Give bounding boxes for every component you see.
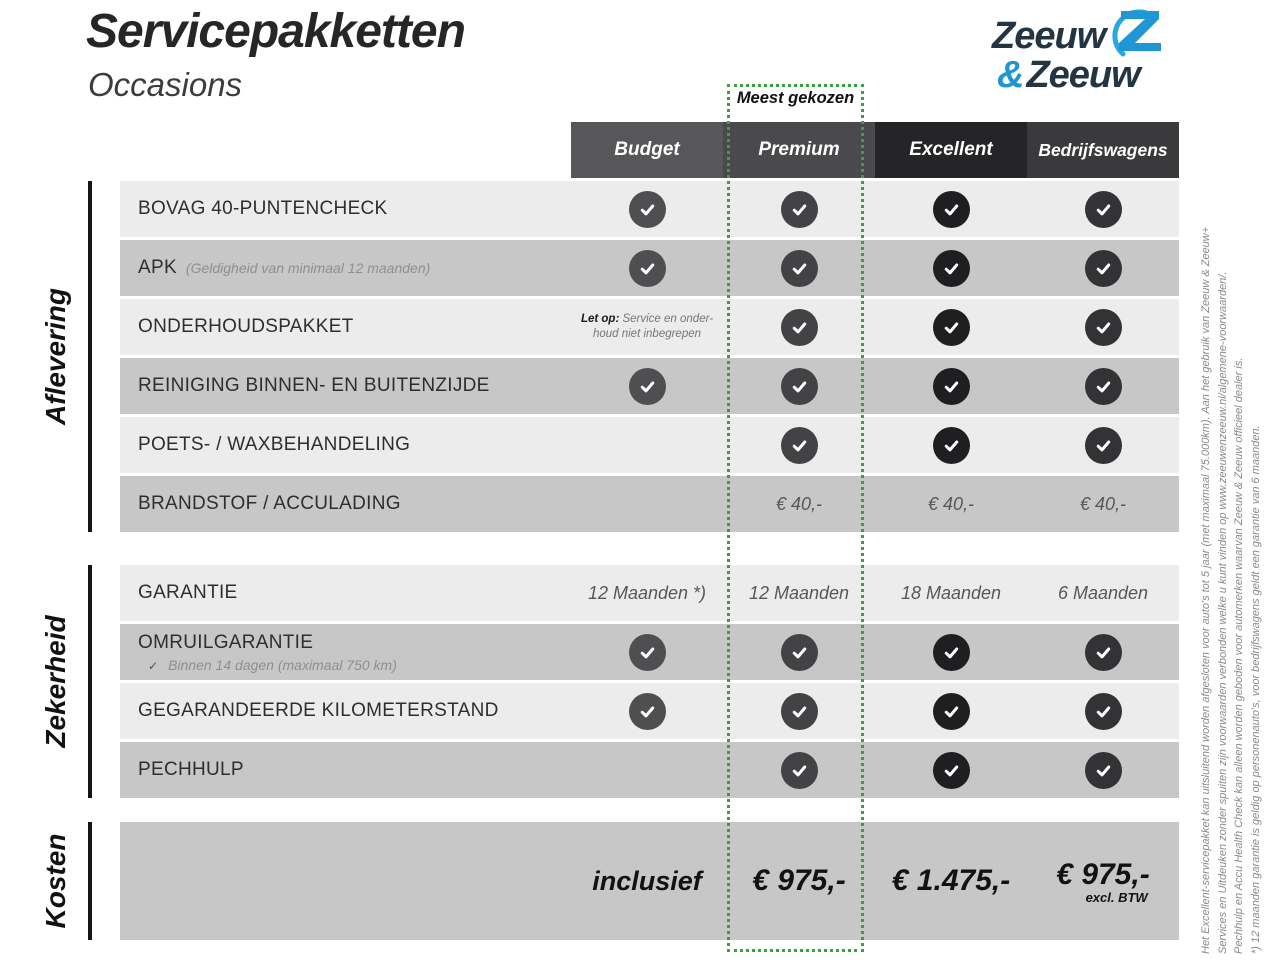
legal-disclaimer-text xyxy=(1198,86,1264,954)
cell-bedrijfswagens xyxy=(1027,368,1179,405)
row-label-area xyxy=(120,257,571,279)
cell-bedrijfswagens xyxy=(1027,693,1179,730)
cell-excellent xyxy=(875,427,1027,464)
zeeuw-logo-line2 xyxy=(997,54,1140,97)
cell-premium xyxy=(723,494,875,515)
check-icon xyxy=(781,693,818,730)
check-icon xyxy=(1085,368,1122,405)
cell-budget xyxy=(571,250,723,287)
row-label: GEGARANDEERDE KILOMETERSTAND xyxy=(138,700,499,721)
costs-row xyxy=(120,822,1179,940)
note-bold: Let op: xyxy=(580,312,620,325)
most-chosen-badge: Meest gekozen xyxy=(736,89,855,107)
row-label: APK xyxy=(138,257,177,278)
warranty-value: 12 Maanden *) xyxy=(587,582,707,603)
cell-excellent xyxy=(875,864,1027,898)
row-label: POETS- / WAXBEHANDELING xyxy=(138,434,411,455)
row-label: BRANDSTOF / ACCULADING xyxy=(138,493,401,514)
price-value: € 40,- xyxy=(1079,493,1127,514)
table-row xyxy=(120,683,1179,739)
column-header-bedrijfswagens: Bedrijfswagens xyxy=(1027,122,1179,178)
row-label-area xyxy=(120,198,571,220)
note-line2: houd niet inbegrepen xyxy=(592,328,702,340)
section-label-zekerheid xyxy=(26,565,86,798)
check-icon xyxy=(781,427,818,464)
row-sublabel: (Geldigheid van minimaal 12 maanden) xyxy=(185,260,431,276)
section-label-aflevering xyxy=(26,181,86,532)
check-icon xyxy=(933,634,970,671)
check-icon xyxy=(781,634,818,671)
check-icon xyxy=(629,634,666,671)
cell-excellent xyxy=(875,191,1027,228)
table-row xyxy=(120,240,1179,296)
section-label-zekerheid-text: Zekerheid xyxy=(40,615,71,748)
budget-note xyxy=(581,312,713,342)
row-label-area xyxy=(120,759,571,781)
check-icon xyxy=(1085,191,1122,228)
row-label-area xyxy=(120,434,571,456)
cell-premium xyxy=(723,427,875,464)
cell-excellent xyxy=(875,368,1027,405)
check-icon xyxy=(1085,309,1122,346)
cell-premium xyxy=(723,864,875,898)
section-divider-zekerheid xyxy=(88,565,92,798)
section-divider-aflevering xyxy=(88,181,92,532)
disclaimer-line: Pechhulp en Accu Health Check kan alleen worden geboden voor automerken waarvan Zeeuw & Zeeuw officieel dealer is. xyxy=(1233,357,1245,954)
disclaimer-line: Het Excellent-servicepakket kan uitsluitend worden afgesloten voor auto's tot 5 jaar (met maximaal 75.000km). Aan het gebruik van Zeeuw & Zeeuw+ xyxy=(1200,226,1212,954)
check-icon xyxy=(629,191,666,228)
cell-excellent xyxy=(875,583,1027,604)
check-icon xyxy=(629,693,666,730)
cell-budget xyxy=(571,866,723,897)
cell-budget xyxy=(571,583,723,604)
check-icon xyxy=(933,191,970,228)
check-icon xyxy=(933,309,970,346)
warranty-value: 6 Maanden xyxy=(1057,582,1149,603)
row-label-area xyxy=(120,632,571,673)
section-aflevering xyxy=(120,181,1179,535)
small-check-icon: ✓ xyxy=(148,658,159,673)
check-icon xyxy=(629,368,666,405)
check-icon xyxy=(933,368,970,405)
cell-premium xyxy=(723,752,875,789)
row-label-area xyxy=(120,316,571,338)
check-icon xyxy=(781,368,818,405)
column-header-premium: Premium xyxy=(723,122,875,178)
check-icon xyxy=(1085,634,1122,671)
cell-excellent xyxy=(875,250,1027,287)
cell-premium xyxy=(723,634,875,671)
logo-ampersand: & xyxy=(997,54,1025,96)
row-label: BOVAG 40-PUNTENCHECK xyxy=(138,198,388,219)
cell-budget xyxy=(571,312,723,342)
section-kosten xyxy=(120,822,1179,940)
cell-bedrijfswagens xyxy=(1027,427,1179,464)
cell-premium xyxy=(723,309,875,346)
table-row xyxy=(120,417,1179,473)
cell-bedrijfswagens xyxy=(1027,494,1179,515)
cost-value: inclusief xyxy=(592,865,702,896)
table-row xyxy=(120,624,1179,680)
logo-word-1: Zeeuw xyxy=(992,15,1106,57)
cell-bedrijfswagens xyxy=(1027,309,1179,346)
check-icon xyxy=(933,693,970,730)
cell-excellent xyxy=(875,309,1027,346)
cell-excellent xyxy=(875,693,1027,730)
row-label: OMRUILGARANTIE xyxy=(138,631,314,653)
cell-budget xyxy=(571,634,723,671)
vat-note: excl. BTW xyxy=(1085,889,1148,905)
cell-budget xyxy=(571,191,723,228)
warranty-value: 12 Maanden xyxy=(748,582,850,603)
section-label-kosten xyxy=(26,822,86,940)
check-icon xyxy=(781,309,818,346)
row-label-area xyxy=(120,582,571,604)
disclaimer-line: *) 12 maanden garantie is geldig op personenauto's, voor bedrijfswagens geldt een garantie van 6 maanden. xyxy=(1249,425,1262,954)
cell-premium xyxy=(723,693,875,730)
cell-bedrijfswagens xyxy=(1027,858,1179,905)
check-icon xyxy=(1085,752,1122,789)
cost-value: € 975,- xyxy=(752,864,846,897)
row-label: PECHHULP xyxy=(138,759,244,780)
cell-excellent xyxy=(875,494,1027,515)
check-icon xyxy=(781,191,818,228)
cell-budget xyxy=(571,693,723,730)
cost-value: € 975,- xyxy=(1056,857,1150,891)
row-label: REINIGING BINNEN- EN BUITENZIJDE xyxy=(138,375,490,396)
cost-value-with-note xyxy=(1056,858,1149,905)
logo-word-2: Zeeuw xyxy=(1026,54,1140,96)
check-icon xyxy=(781,250,818,287)
cell-premium xyxy=(723,368,875,405)
cell-bedrijfswagens xyxy=(1027,583,1179,604)
column-header-excellent: Excellent xyxy=(875,122,1027,178)
cell-bedrijfswagens xyxy=(1027,250,1179,287)
page-title: Servicepakketten xyxy=(86,5,465,58)
section-zekerheid xyxy=(120,565,1179,801)
section-divider-kosten xyxy=(88,822,92,940)
check-icon xyxy=(1085,693,1122,730)
column-header-budget: Budget xyxy=(571,122,723,178)
table-row xyxy=(120,742,1179,798)
row-sublabel xyxy=(148,657,397,673)
cell-premium xyxy=(723,583,875,604)
disclaimer-line: Services en Uitdeuken zonder spuiten zijn voorwaarden verbonden welke u kunt vinden op www.zeeuwenzeeuw.nl/algemene-voorwaarden/. xyxy=(1216,271,1229,954)
cell-budget xyxy=(571,368,723,405)
cell-bedrijfswagens xyxy=(1027,752,1179,789)
check-icon xyxy=(1085,427,1122,464)
cell-bedrijfswagens xyxy=(1027,191,1179,228)
check-icon xyxy=(933,250,970,287)
section-label-kosten-text: Kosten xyxy=(40,833,71,929)
cell-excellent xyxy=(875,752,1027,789)
row-label-area xyxy=(120,375,571,397)
check-icon xyxy=(629,250,666,287)
table-row xyxy=(120,181,1179,237)
cell-premium xyxy=(723,191,875,228)
row-sublabel-text: Binnen 14 dagen (maximaal 750 km) xyxy=(168,656,397,673)
legal-disclaimer xyxy=(1198,86,1264,954)
check-icon xyxy=(1085,250,1122,287)
table-row xyxy=(120,358,1179,414)
cell-excellent xyxy=(875,634,1027,671)
table-row xyxy=(120,299,1179,355)
warranty-value: 18 Maanden xyxy=(900,582,1002,603)
row-label: ONDERHOUDSPAKKET xyxy=(138,316,354,337)
row-label-area xyxy=(120,700,571,722)
cost-value: € 1.475,- xyxy=(891,864,1011,897)
check-icon xyxy=(933,427,970,464)
section-label-aflevering-text: Aflevering xyxy=(40,288,71,425)
note-line1: Service en onder- xyxy=(619,312,714,325)
table-row xyxy=(120,565,1179,621)
price-value: € 40,- xyxy=(927,493,975,514)
check-icon xyxy=(781,752,818,789)
cell-premium xyxy=(723,250,875,287)
check-icon xyxy=(933,752,970,789)
row-label: GARANTIE xyxy=(138,582,238,603)
table-row xyxy=(120,476,1179,532)
row-label-area xyxy=(120,493,571,515)
page-subtitle: Occasions xyxy=(88,66,243,103)
cell-bedrijfswagens xyxy=(1027,634,1179,671)
price-value: € 40,- xyxy=(775,493,823,514)
